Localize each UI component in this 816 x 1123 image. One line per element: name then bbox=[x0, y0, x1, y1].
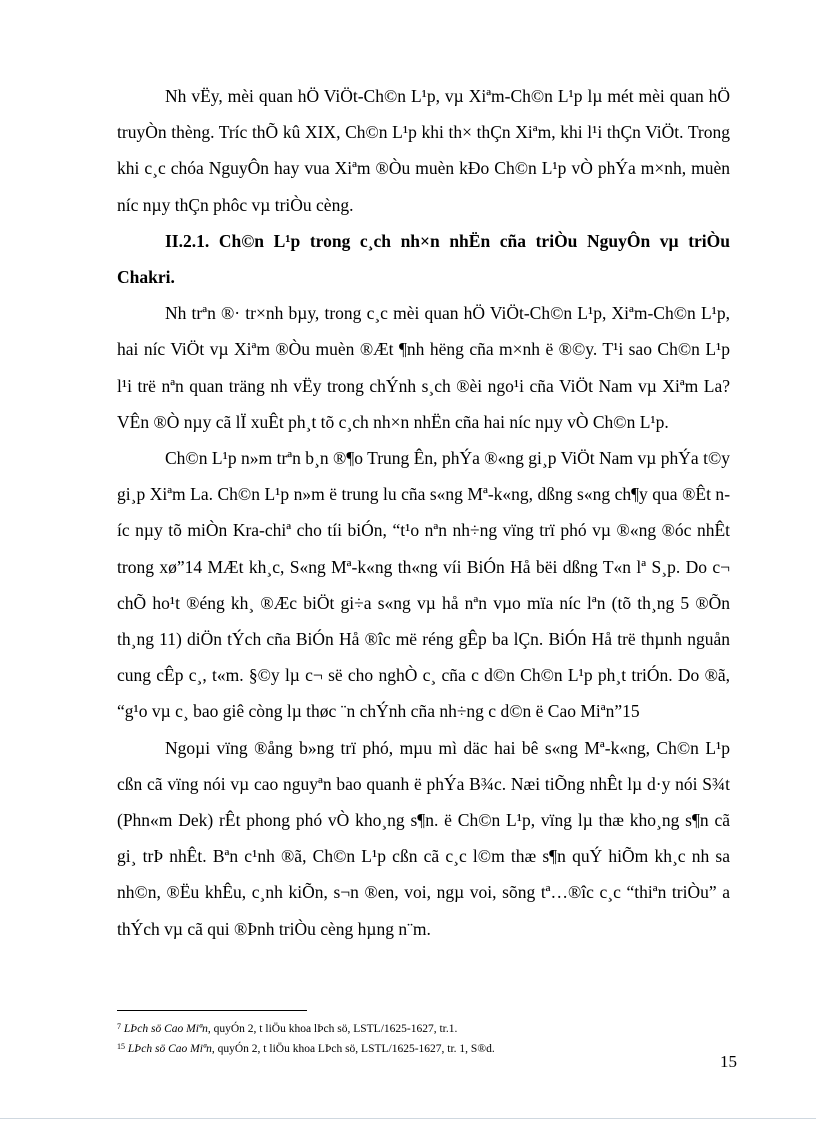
text-line: Nh trªn ®· tr×nh bµy, trong c¸c mèi quan hÖ ViÖt-Ch©n L¹p, Xiªm-Ch©n bbox=[165, 303, 696, 324]
text-line: mïa níc lªn (tõ th¸ng 5 ®Õn th¸ng 11) diÖn tÝch cña BiÓn Hå ®îc më réng bbox=[117, 592, 731, 650]
footnote-text: , quyÓn 2, t liÖu khoa LÞch sö, LSTL/1625-1627, tr. 1, S®d. bbox=[211, 1043, 495, 1055]
text-line: II.2.1. Ch©n L¹p trong c¸ch nh×n nhËn cña triÒu NguyÔn vµ triÒu bbox=[165, 230, 730, 251]
paragraph bbox=[117, 78, 730, 223]
footnote-title: LÞch sö Cao Miªn bbox=[123, 1023, 208, 1035]
text-line: phÝa t©y gi¸p Xiªm La. Ch©n L¹p n»m ë trung lu cña s«ng Mª-k«ng, dßng s«ng bbox=[117, 448, 730, 505]
text-line: quÝ hiÕm kh¸c nh sa nh©n, ®Ëu khÊu, c¸nh kiÕn, s¬n ®en, voi, ngµ voi, sõng bbox=[117, 846, 731, 903]
body-text bbox=[117, 78, 730, 947]
text-line: Ngoµi vïng ®ång b»ng trï phó, mµu mì däc hai bê s«ng Mª-k«ng, Ch©n bbox=[165, 737, 699, 758]
footnote-title: LÞch sö Cao Miªn bbox=[127, 1043, 212, 1055]
text-line: vÒ phÝa m×nh, muèn níc nµy thÇn phôc vµ triÒu cèng. bbox=[117, 158, 731, 215]
text-line: Ch©n L¹p l¹i trë nªn quan träng nh vËy trong chÝnh s¸ch ®èi ngo¹i cña ViÖt bbox=[117, 339, 731, 396]
text-line: chÝnh cña nh÷ng c d©n ë Cao Miªn”15 bbox=[359, 701, 640, 722]
text-line: Chakri. bbox=[117, 267, 175, 288]
page-bottom-border bbox=[0, 1118, 816, 1119]
footnotes bbox=[117, 1018, 730, 1058]
text-line: nµy vÒ Ch©n L¹p. bbox=[535, 411, 669, 432]
footnote bbox=[117, 1018, 730, 1038]
paragraph bbox=[117, 295, 730, 440]
text-line: Nam vµ Xiªm La? VÊn ®Ò nµy cã lÏ xuÊt ph¸t tõ c¸ch nh×n nhËn cña hai níc bbox=[117, 375, 731, 432]
section-heading bbox=[117, 223, 730, 295]
text-line: quan hÖ truyÒn thèng. Tríc thÕ kû XIX, Ch©n L¹p khi th× thÇn Xiªm, khi l¹i bbox=[117, 86, 731, 143]
text-line: gÊp ba lÇn. BiÓn Hå trë thµnh nguån cung cÊp c¸, t«m. §©y lµ c¬ së cho nghÒ bbox=[117, 629, 731, 686]
text-line: c¸ cña c d©n Ch©n L¹p ph¸t triÓn. Do ®ã, “g¹o vµ c¸ bao giê còng lµ thøc ¨n bbox=[117, 665, 731, 722]
text-line: thæ kho¸ng s¶n cã gi¸ trÞ nhÊt. Bªn c¹nh ®ã, Ch©n L¹p cßn cã c¸c l©m thæ s¶n bbox=[117, 810, 731, 867]
paragraph bbox=[117, 440, 730, 730]
text-line: L¹p cßn cã vïng nói vµ cao nguyªn bao quanh ë phÝa B¾c. Næi tiÕng nhÊt lµ bbox=[117, 737, 731, 794]
footnote bbox=[117, 1038, 730, 1058]
footnote-mark: 15 bbox=[117, 1042, 125, 1051]
text-line: thÇn ViÖt. Trong khi c¸c chóa NguyÔn hay vua Xiªm ®Òu muèn kÐo Ch©n L¹p bbox=[117, 122, 730, 179]
text-line: L¹p, hai níc ViÖt vµ Xiªm ®Òu muèn ®Æt ¶nh hëng cña m×nh ë ®©y. T¹i sao bbox=[117, 303, 731, 360]
text-line: tª…®îc c¸c “thiªn triÒu” a thÝch vµ cã qui ®Þnh triÒu cèng hµng n¨m. bbox=[117, 882, 730, 939]
text-line: d·y nói S¾t (Phn«m Dek) rÊt phong phó vÒ kho¸ng s¶n. ë Ch©n L¹p, vïng lµ bbox=[117, 773, 731, 831]
text-line: Nh vËy, mèi quan hÖ ViÖt-Ch©n L¹p, vµ Xiªm-Ch©n L¹p lµ mét mèi bbox=[165, 86, 665, 106]
text-line: Ch©n L¹p n»m trªn b¸n ®¶o Trung Ên, phÝa ®«ng gi¸p ViÖt Nam vµ bbox=[165, 448, 657, 469]
footnote-text: , quyÓn 2, t liÖu khoa lÞch sö, LSTL/1625-1627, tr.1. bbox=[207, 1023, 458, 1035]
footnote-mark: 7 bbox=[117, 1022, 121, 1031]
paragraph bbox=[117, 730, 730, 947]
footnote-separator bbox=[117, 1010, 307, 1011]
text-line: ch¶y qua ®Êt níc nµy tõ miÒn Kra-chiª cho tíi biÓn, “t¹o nªn nh÷ng vïng trï phó bbox=[117, 484, 731, 541]
text-line: dßng T«n lª S¸p. Do c¬ chÕ ho¹t ®éng kh¸ ®Æc biÖt gi÷a s«ng vµ hå nªn vµo bbox=[117, 556, 731, 613]
text-line: vµ ®«ng ®óc nhÊt trong xø”14 MÆt kh¸c, S«ng Mª-k«ng th«ng víi BiÓn Hå bëi bbox=[117, 520, 731, 577]
page-number: 15 bbox=[720, 1052, 737, 1071]
